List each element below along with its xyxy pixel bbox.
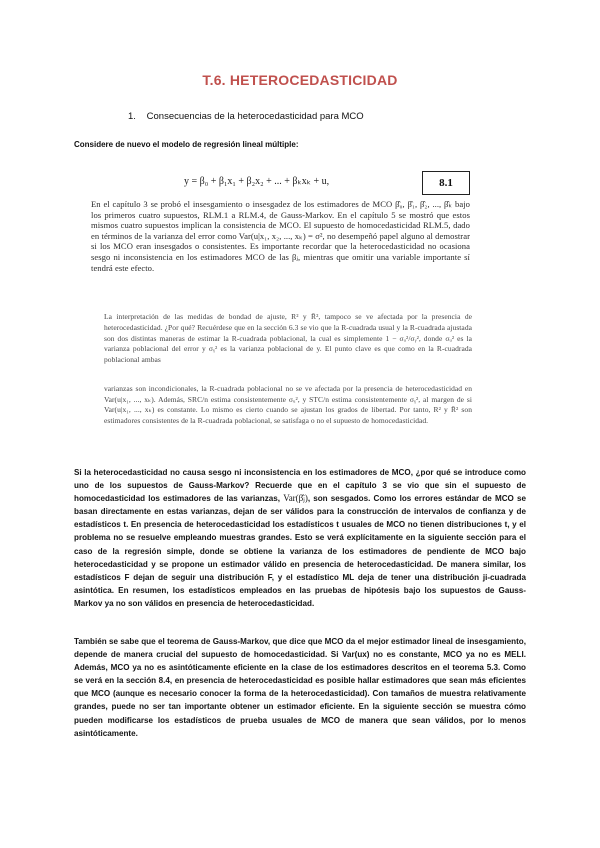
body-paragraph-2 [74,635,526,740]
equation-row [92,171,470,195]
section-heading [128,111,364,122]
scanned-paragraph-1-text: En el capítulo 3 se probó el insesgamiento o insesgadez de los estimadores de MCO β̂₀, β̂₁, β̂₂, ..., β̂ₖ bajo los primeros cuatro supuestos, RLM.1 a RLM.4, de Gauss-Markov. En el capítulo 5 se mostró que estos mismos cuatro supuestos implican la consistencia de MCO. El supuesto de homocedasticidad RLM.5, dado en términos de la varianza del error como Var(u|x₁, x₂, ..., xₖ) = σ², no desempeñó papel alguno al demostrar si los MCO eran insesgados o consistentes. Es importante recordar que la heterocedasticidad no ocasiona sesgo ni inconsistencia en los estimadores MCO de las βⱼ, mientras que omitir una variable importante sí tendrá este efecto. [91,199,470,273]
regression-equation: y = β₀ + β₁x₁ + β₂x₂ + ... + βₖxₖ + u, [184,176,330,187]
equation-number-box: 8.1 [422,171,470,195]
body-paragraph-1-part-a: Si la heterocedasticidad no causa sesgo ni inconsistencia en los estimadores de MCO, ¿por qué se introduce como uno de los supuestos de Gauss-Markov? Recuerde que en el capítulo 3 se vio que sin el supuesto de homocedasticidad los estimadores de las varianzas, [74,468,526,504]
body-paragraph-1-part-b: , son sesgados. Como los errores estándar de MCO se basan directamente en estas varianzas, dejan de ser válidos para la construcción de intervalos de confianza y de estadísticos t. En presencia de heterocedasticidad los estadísticos t usuales de MCO no tienen distribuciones t, y el problema no se resuelve empleando muestras grandes. Esto se verá explícitamente en la siguiente sección para el caso de la regresión simple, donde se obtiene la varianza de los estimadores de pendiente de MCO bajo heterocedasticidad y se propone un estimador válido en presencia de heterocedasticidad. De manera similar, los estadísticos F dejan de seguir una distribución F, y el estadístico ML deja de tener una distribución ji-cuadrada asintótica. En resumen, los estadísticos empleados en las pruebas de hipótesis bajo los supuestos de Gauss-Markov ya no son válidos en presencia de heterocedasticidad. [74,494,526,608]
body-paragraph-1-text [74,466,526,610]
body-paragraph-2-text: También se sabe que el teorema de Gauss-Markov, que dice que MCO da el mejor estimador lineal de insesgamiento, depende de manera crucial del supuesto de homocedasticidad. Si Var(ux) no es constante, MCO ya no es MELI. Además, MCO ya no es asintóticamente eficiente en la clase de los estimadores descritos en el teorema 5.3. Como se verá en la sección 8.4, en presencia de heterocedasticidad es posible hallar estimadores que sean más eficientes que MCO (aunque es necesario conocer la forma de la heterocedasticidad). Con tamaños de muestra relativamente grandes, puede no ser tan importante obtener un estimador eficiente. En la siguiente sección se muestra cómo pueden modificarse los estadísticos de prueba usuales de MCO de manera que sean válidos, por lo menos asintóticamente. [74,637,526,738]
section-label: Consecuencias de la heterocedasticidad para MCO [146,111,364,122]
intro-sentence: Considere de nuevo el modelo de regresión lineal múltiple: [74,140,299,149]
page-title: T.6. HETEROCEDASTICIDAD [202,72,398,88]
scanned-paragraph-1 [91,199,470,273]
scanned-paragraph-3 [104,384,472,426]
scanned-paragraph-3-text: varianzas son incondicionales, la R-cuadrada poblacional no se ve afectada por la presencia de heterocedasticidad en Var(u|x₁, ..., xₖ). Además, SRC/n estima consistentemente σᵤ², y STC/n estima consistentemente σᵧ², al margen de si Var(u|x₁, ..., xₖ) es constante. Lo mismo es cierto cuando se ajustan los grados de libertad. Por tanto, R² y R̄² son estimadores consistentes de la R-cuadrada poblacional, se satisfaga o no el supuesto de homocedasticidad. [104,384,472,425]
variance-symbol: Var(β̂ⱼ) [283,493,308,504]
scanned-paragraph-2-text: La interpretación de las medidas de bondad de ajuste, R² y R̄², tampoco se ve afectada por la presencia de heterocedasticidad. ¿Por qué? Recuérdese que en la sección 6.3 se vio que la R-cuadrada usual y la R-cuadrada ajustada son dos distintas maneras de estimar la R-cuadrada poblacional, la cual es simplemente 1 − σᵤ²/σᵧ², donde σᵤ² es la varianza poblacional del error y σᵧ² es la varianza poblacional de y. El punto clave es que como en la R-cuadrada poblacional ambas [104,312,472,365]
body-paragraph-1 [74,466,526,610]
section-number: 1. [128,111,136,122]
scanned-paragraph-2 [104,312,472,366]
